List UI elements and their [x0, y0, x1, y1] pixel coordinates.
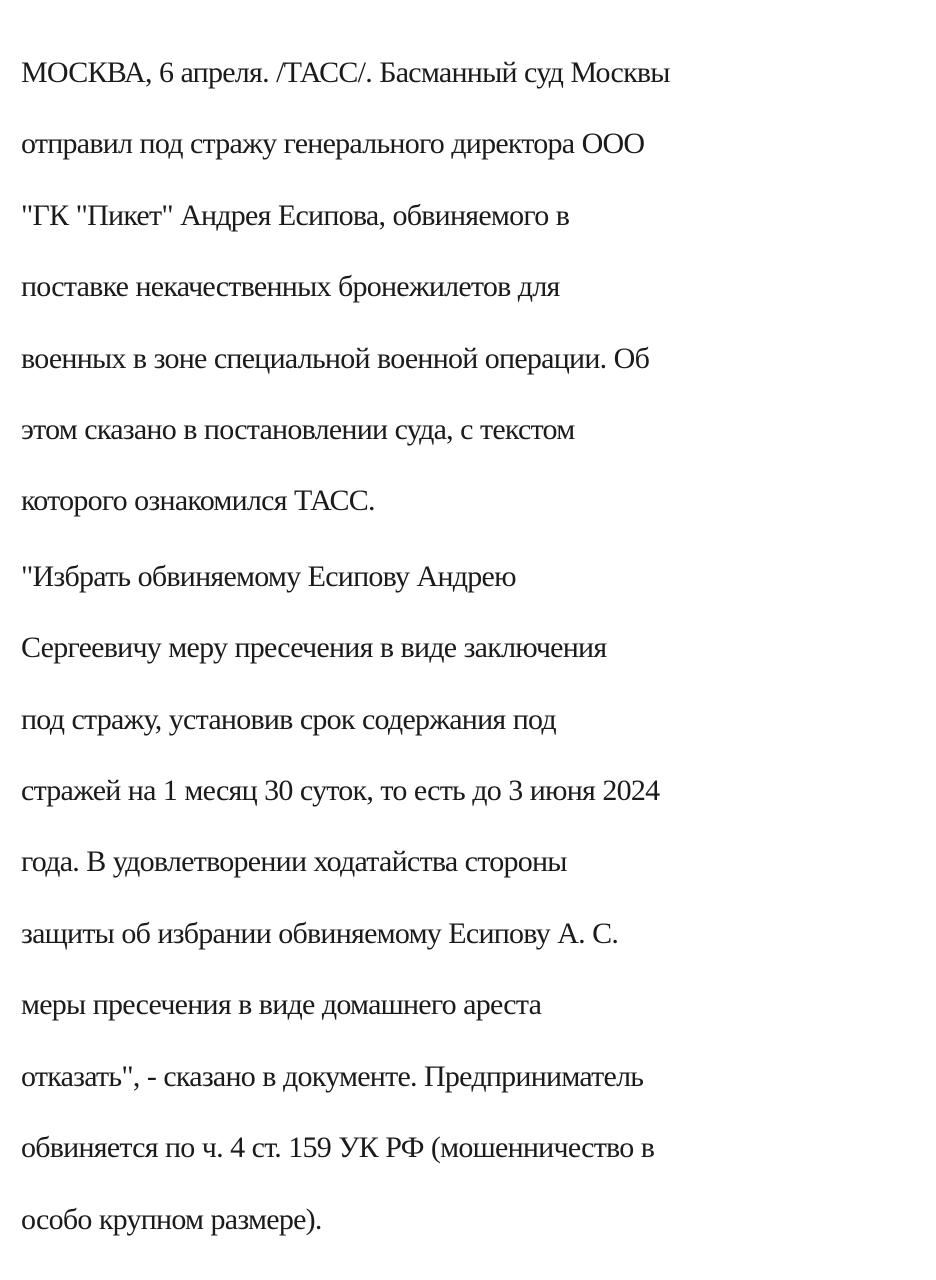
text-line: этом сказано в постановлении суда, с текстом — [21, 413, 575, 447]
text-line: защиты об избрании обвиняемому Есипову А. С. — [21, 916, 619, 950]
text-line: под стражу, установив срок содержания под — [21, 702, 556, 736]
text-line: "Избрать обвиняемому Есипову Андрею — [21, 559, 516, 593]
text-line: военных в зоне специальной военной операции. Об — [21, 341, 650, 375]
text-line: года. В удовлетворении ходатайства стороны — [21, 845, 567, 879]
text-line: МОСКВА, 6 апреля. /ТАСС/. Басманный суд Москвы — [21, 56, 670, 89]
text-line: отказать", - сказано в документе. Предприниматель — [21, 1059, 644, 1093]
text-line: Сергеевичу меру пресечения в виде заключения — [21, 631, 607, 665]
text-line: обвиняется по ч. 4 ст. 159 УК РФ (мошенничество в — [21, 1131, 655, 1165]
text-line: меры пресечения в виде домашнего ареста — [21, 988, 542, 1022]
text-line: поставке некачественных бронежилетов для — [21, 270, 560, 304]
text-line: стражей на 1 месяц 30 суток, то есть до 3 июня 2024 — [21, 774, 660, 808]
text-line: особо крупном размере). — [21, 1202, 322, 1236]
lead-paragraph — [21, 37, 931, 537]
text-line: отправил под стражу генерального директора ООО — [21, 127, 645, 161]
text-line: которого ознакомился ТАСС. — [21, 484, 375, 518]
text-line: "ГК "Пикет" Андрея Есипова, обвиняемого в — [21, 198, 570, 232]
quote-paragraph — [21, 541, 931, 1255]
